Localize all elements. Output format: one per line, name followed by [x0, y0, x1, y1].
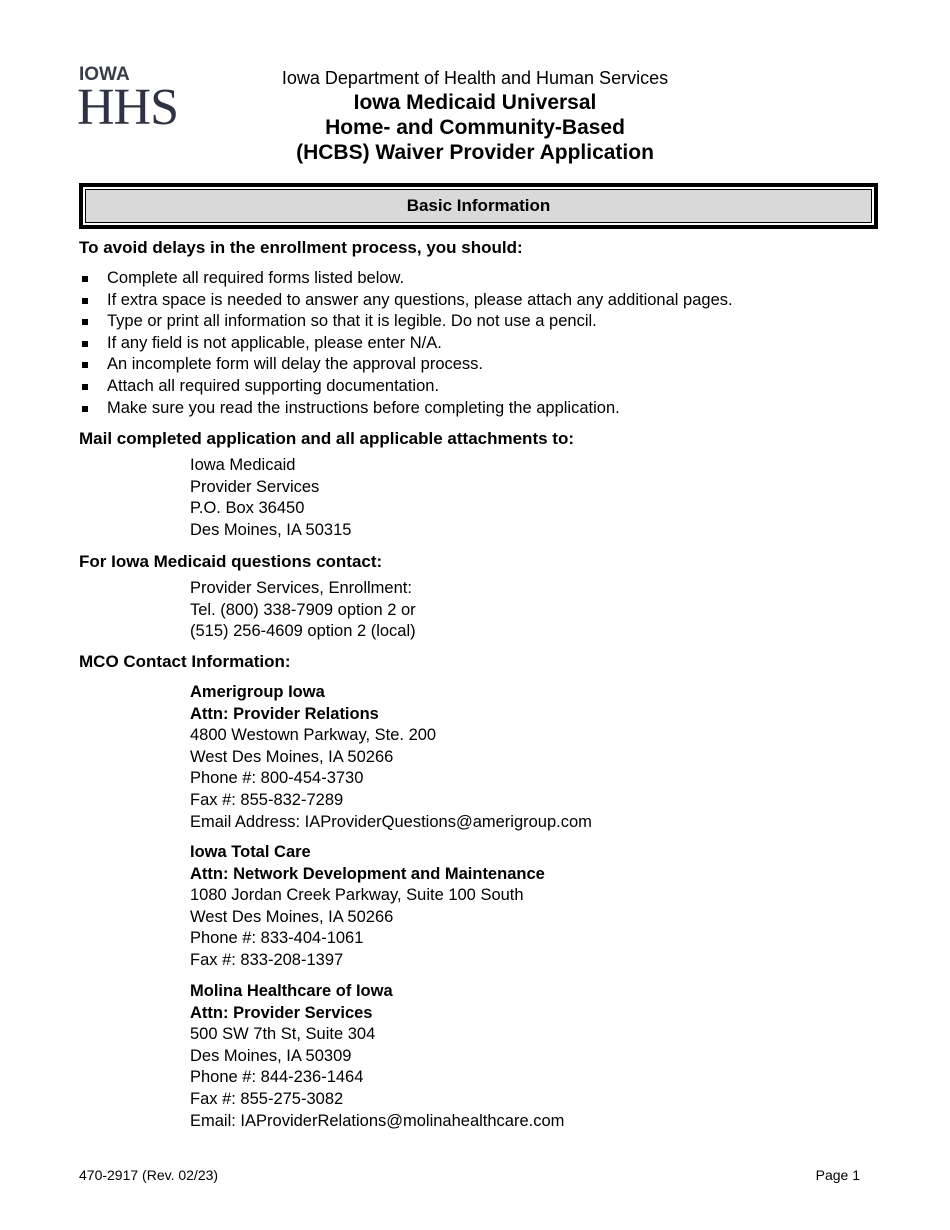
mco-name: Amerigroup Iowa: [190, 683, 325, 701]
list-item: If any field is not applicable, please enter N/A.: [79, 333, 733, 355]
mco-line: Phone #: 833-404-1061: [190, 929, 364, 948]
mco-line: 4800 Westown Parkway, Ste. 200: [190, 726, 437, 745]
list-item: An incomplete form will delay the approval process.: [79, 354, 733, 376]
mco-line: 500 SW 7th St, Suite 304: [190, 1025, 376, 1044]
title-line-2: Home- and Community-Based: [325, 116, 625, 139]
section-banner-label: Basic Information: [85, 189, 872, 223]
contact-heading: For Iowa Medicaid questions contact:: [79, 552, 383, 571]
address-line: Iowa Medicaid: [190, 456, 296, 474]
address-line: Provider Services: [190, 477, 320, 496]
mco-attn: Attn: Network Development and Maintenance: [190, 864, 545, 883]
instructions-heading: To avoid delays in the enrollment process, you should:: [79, 238, 523, 257]
contact-line: Tel. (800) 338-7909 option 2 or: [190, 600, 416, 619]
mco-line: Fax #: 833-208-1397: [190, 950, 344, 969]
address-line: Des Moines, IA 50315: [190, 520, 352, 539]
document-header: [230, 66, 720, 165]
mco-attn: Attn: Provider Relations: [190, 704, 379, 723]
list-item: If extra space is needed to answer any questions, please attach any additional pages.: [79, 290, 733, 312]
mco-heading: MCO Contact Information:: [79, 652, 291, 671]
iowa-hhs-logo: [79, 64, 199, 134]
logo-top-text: IOWA: [79, 64, 130, 85]
title-line-1: Iowa Medicaid Universal: [353, 91, 597, 114]
address-line: P.O. Box 36450: [190, 499, 305, 518]
mco-line: Phone #: 800-454-3730: [190, 769, 364, 788]
mco-line: Phone #: 844-236-1464: [190, 1068, 364, 1087]
mco-line: 1080 Jordan Creek Parkway, Suite 100 South: [190, 886, 524, 905]
contact-line: Provider Services, Enrollment:: [190, 579, 412, 597]
mco-line: Fax #: 855-832-7289: [190, 790, 344, 809]
department-name: Iowa Department of Health and Human Services: [281, 68, 669, 88]
title-line-3: (HCBS) Waiver Provider Application: [296, 141, 654, 164]
mco-line: Des Moines, IA 50309: [190, 1046, 352, 1065]
mco-line: West Des Moines, IA 50266: [190, 747, 394, 766]
mco-amerigroup: [190, 682, 592, 833]
mco-iowa-total-care: [190, 842, 545, 972]
contact-line: (515) 256-4609 option 2 (local): [190, 622, 416, 641]
list-item: Type or print all information so that it is legible. Do not use a pencil.: [79, 311, 733, 333]
contact-info: [190, 578, 416, 643]
logo-bottom-text: HHS: [77, 79, 179, 136]
mail-address: [190, 455, 351, 541]
mco-line: West Des Moines, IA 50266: [190, 907, 394, 926]
section-banner: [79, 183, 878, 229]
form-number: 470-2917 (Rev. 02/23): [79, 1167, 219, 1183]
mco-attn: Attn: Provider Services: [190, 1003, 373, 1022]
mco-name: Iowa Total Care: [190, 843, 311, 861]
page-number: Page 1: [815, 1167, 860, 1183]
mail-heading: Mail completed application and all applicable attachments to:: [79, 429, 574, 448]
instructions-list: [79, 268, 733, 419]
list-item: Attach all required supporting documentation.: [79, 376, 733, 398]
list-item: Make sure you read the instructions before completing the application.: [79, 398, 733, 420]
mco-email: Email Address: IAProviderQuestions@amerigroup.com: [190, 812, 592, 831]
mco-email: Email: IAProviderRelations@molinahealthcare.com: [190, 1111, 565, 1130]
mco-line: Fax #: 855-275-3082: [190, 1089, 344, 1108]
list-item: Complete all required forms listed below.: [79, 268, 733, 290]
mco-name: Molina Healthcare of Iowa: [190, 982, 393, 1000]
mco-molina: [190, 981, 564, 1132]
